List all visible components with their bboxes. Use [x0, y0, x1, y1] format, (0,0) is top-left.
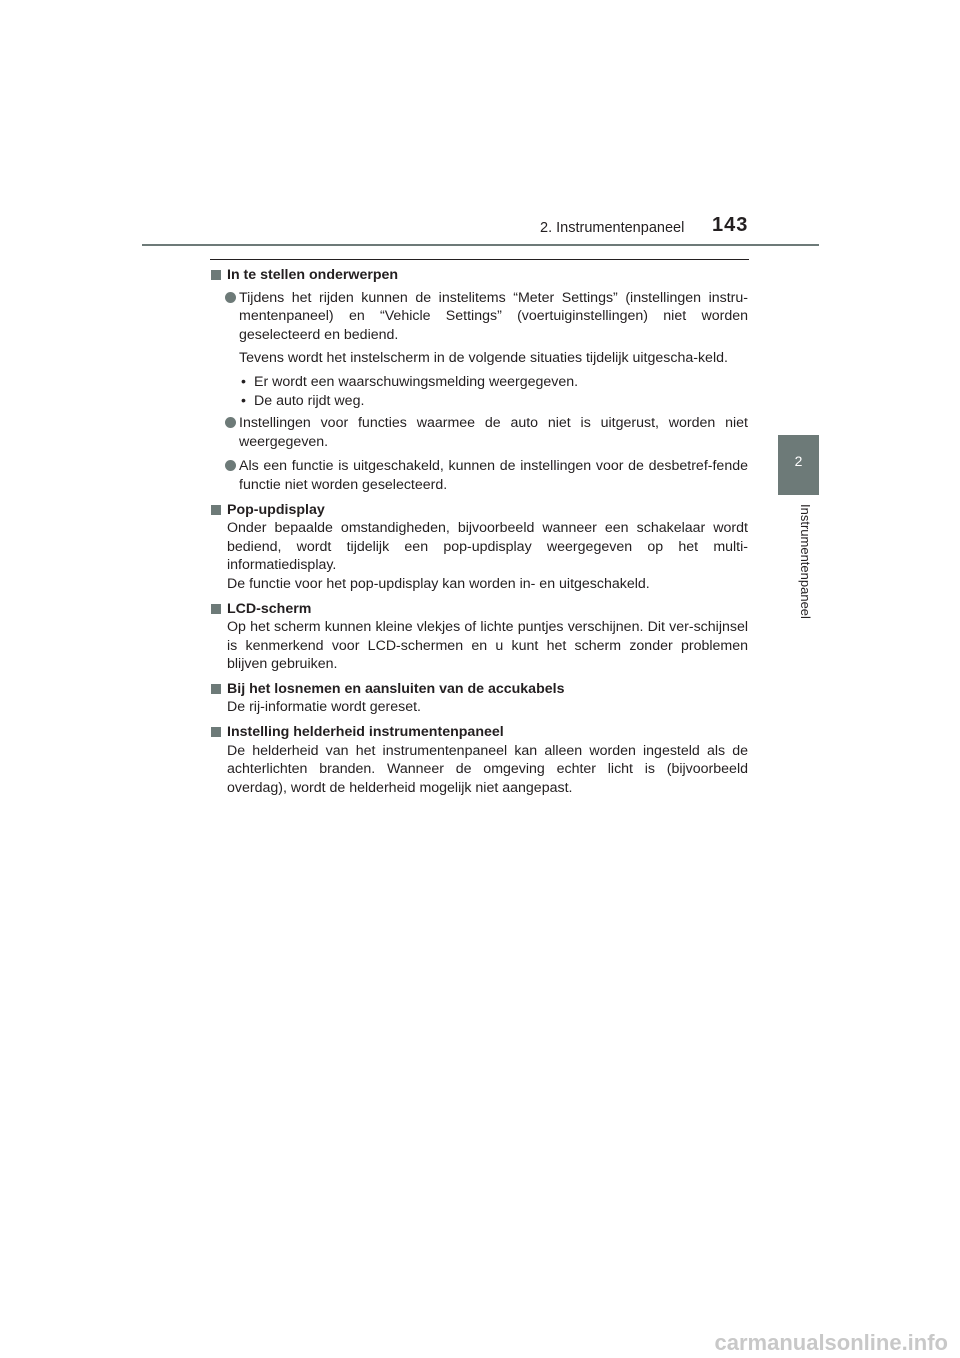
header-divider	[142, 244, 819, 246]
header-section-title: 2. Instrumentenpaneel	[540, 220, 685, 236]
round-bullet-icon	[225, 417, 236, 428]
bullet-item	[210, 414, 748, 451]
section-body	[210, 519, 748, 593]
section-heading	[210, 600, 748, 619]
sub-list-text: Er wordt een waarschuwingsmelding weergegeven.	[254, 373, 579, 390]
round-bullet-icon	[225, 460, 236, 471]
section-heading-text: LCD-scherm	[227, 600, 312, 617]
square-bullet-icon	[211, 604, 221, 614]
page-number: 143	[712, 214, 749, 236]
square-bullet-icon	[211, 684, 221, 694]
section-body: De helderheid van het instrumentenpaneel kan alleen worden ingesteld als de achterlichten branden. Wanneer de omgeving echter licht is (bijvoorbeeld overdag), wordt de helderheid mogelijk niet aangepast.	[227, 742, 748, 796]
sub-list-item	[210, 392, 748, 411]
paragraph: Onder bepaalde omstandigheden, bijvoorbeeld wanneer een schakelaar wordt bediend, wordt tijdelijk een pop-updisplay weergegeven op het multi-informatiedisplay.	[227, 520, 748, 574]
section-heading-text: Bij het losnemen en aansluiten van de accukabels	[227, 680, 565, 697]
section-heading-text: Pop-updisplay	[227, 501, 325, 518]
section-heading-text: Instelling helderheid instrumentenpaneel	[227, 724, 504, 741]
section-heading	[210, 680, 748, 699]
page-content	[210, 266, 748, 797]
watermark: carmanualsonline.info	[714, 1330, 948, 1355]
dot-marker-icon: •	[241, 392, 246, 409]
section-body: Op het scherm kunnen kleine vlekjes of lichte puntjes verschijnen. Dit ver-schijnsel is kenmerkend voor LCD-schermen en u kunt het scherm zonder problemen blijven gebruiken.	[227, 619, 748, 673]
sub-list-text: De auto rijdt weg.	[254, 392, 365, 409]
bullet-continuation: Tevens wordt het instelscherm in de volgende situaties tijdelijk uitgescha-keld.	[239, 350, 728, 367]
section-heading	[210, 266, 748, 285]
square-bullet-icon	[211, 505, 221, 515]
bullet-text: Als een functie is uitgeschakeld, kunnen de instellingen voor de desbetref-fende functie niet worden geselecteerd.	[239, 458, 748, 493]
paragraph: De functie voor het pop-updisplay kan worden in- en uitgeschakeld.	[227, 575, 650, 592]
chapter-tab-label: Instrumentenpaneel	[798, 504, 813, 619]
bullet-item	[210, 457, 748, 494]
sub-list	[210, 373, 748, 410]
bullet-text: Tijdens het rijden kunnen de instelitems “Meter Settings” (instellingen instru-mentenpaneel) en “Vehicle Settings” (voertuiginstellingen) niet worden geselecteerd en bediend.	[239, 289, 748, 343]
sub-list-item	[210, 373, 748, 392]
round-bullet-icon	[225, 292, 236, 303]
dot-marker-icon: •	[241, 373, 246, 390]
section-heading-text: In te stellen onderwerpen	[227, 267, 399, 283]
square-bullet-icon	[211, 727, 221, 737]
bullet-text: Instellingen voor functies waarmee de auto niet is uitgerust, worden niet weergegeven.	[239, 415, 748, 450]
chapter-tab: 2	[778, 435, 819, 495]
bullet-item	[210, 289, 748, 345]
section-heading	[210, 723, 748, 742]
content-divider	[210, 259, 749, 260]
section-body: De rij-informatie wordt gereset.	[227, 699, 421, 716]
section-heading	[210, 501, 748, 520]
square-bullet-icon	[211, 270, 221, 280]
